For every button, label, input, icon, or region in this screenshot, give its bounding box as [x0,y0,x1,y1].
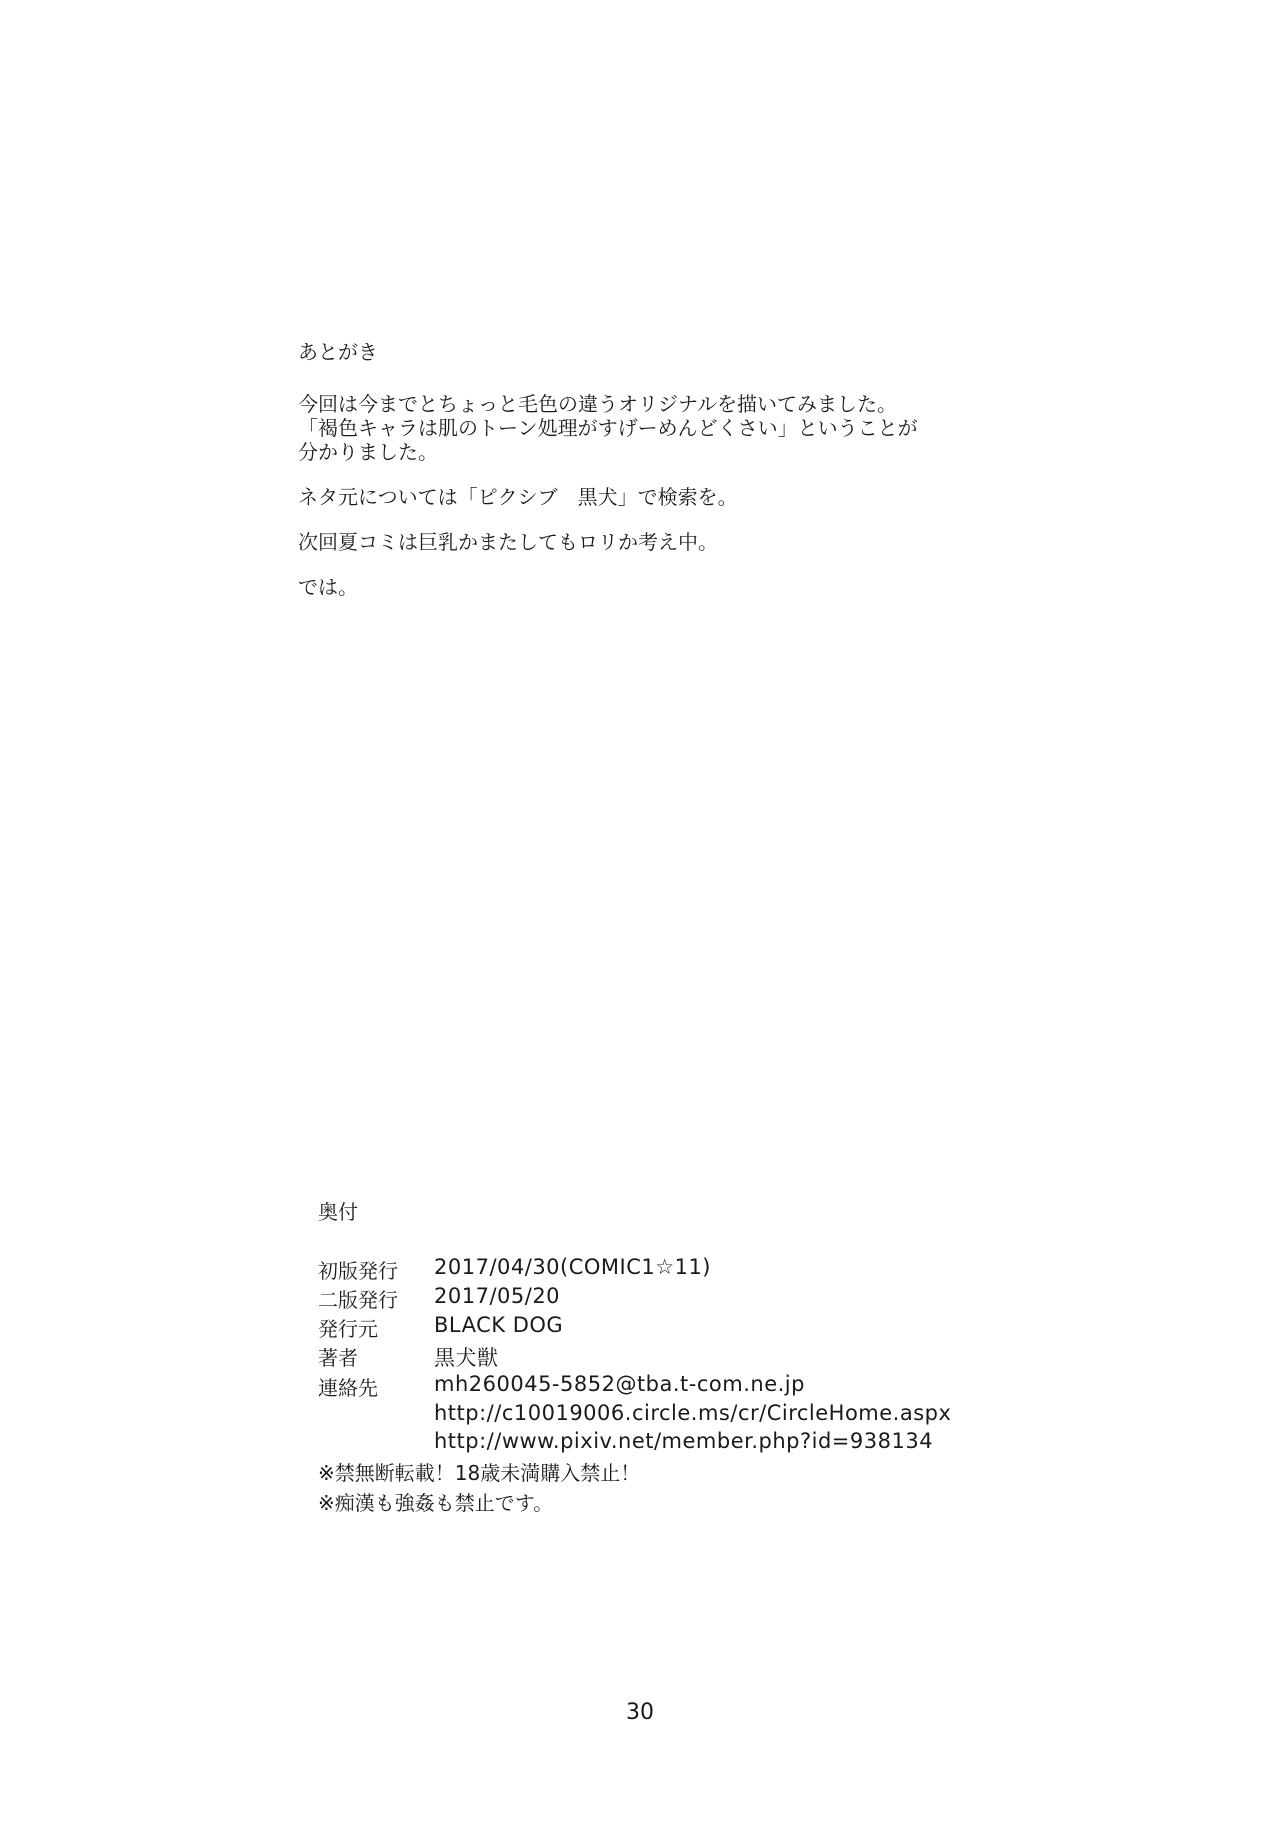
colophon-row-author [318,1342,951,1372]
page-number: 30 [626,1700,654,1725]
circle-url: http://c10019006.circle.ms/cr/CircleHome.aspx [434,1401,952,1425]
afterword-line: ネタ元については「ピクシブ 黒犬」で検索を。 [298,485,738,509]
colophon-section [318,1196,1038,1519]
colophon-table [318,1255,951,1457]
afterword-paragraph-1 [298,392,1058,464]
afterword-paragraph-4 [298,575,1058,599]
colophon-heading: 奥付 [318,1200,358,1224]
afterword-paragraph-3 [298,530,1058,554]
contact-email: mh260045-5852@tba.t-com.ne.jp [434,1372,805,1396]
colophon-row-pixiv-url [318,1429,951,1457]
colophon-value: 2017/04/30(COMIC1☆11) [434,1255,711,1279]
colophon-row-publisher [318,1313,951,1342]
colophon-label: 二版発行 [318,1288,398,1312]
afterword-section [298,340,1058,620]
colophon-row-contact-email [318,1372,951,1401]
colophon-label: 連絡先 [318,1376,378,1400]
colophon-label: 著者 [318,1346,358,1370]
colophon-row-circle-url [318,1401,951,1429]
afterword-paragraph-2 [298,485,1058,509]
colophon-label: 発行元 [318,1317,378,1341]
colophon-row-first-edition [318,1255,951,1284]
afterword-heading: あとがき [298,340,378,364]
afterword-line: 分かりました。 [298,440,438,464]
colophon-label [318,1401,434,1429]
colophon-notes [318,1459,1038,1519]
pixiv-url: http://www.pixiv.net/member.php?id=938134 [434,1429,934,1453]
colophon-value: 黒犬獣 [434,1346,499,1370]
colophon-label: 初版発行 [318,1259,398,1283]
colophon-note: ※禁無断転載！18歳未満購入禁止！ [318,1461,641,1485]
afterword-line: 今回は今までとちょっと毛色の違うオリジナルを描いてみました。 [298,392,897,416]
afterword-line: では。 [298,575,358,599]
colophon-label [318,1429,434,1457]
colophon-value: 2017/05/20 [434,1284,561,1308]
afterword-line: 「褐色キャラは肌のトーン処理がすげーめんどくさい」ということが [298,416,918,440]
afterword-line: 次回夏コミは巨乳かまたしてもロリか考え中。 [298,530,718,554]
colophon-value: BLACK DOG [434,1313,564,1337]
colophon-note: ※痴漢も強姦も禁止です。 [318,1491,554,1515]
colophon-row-second-edition [318,1284,951,1313]
